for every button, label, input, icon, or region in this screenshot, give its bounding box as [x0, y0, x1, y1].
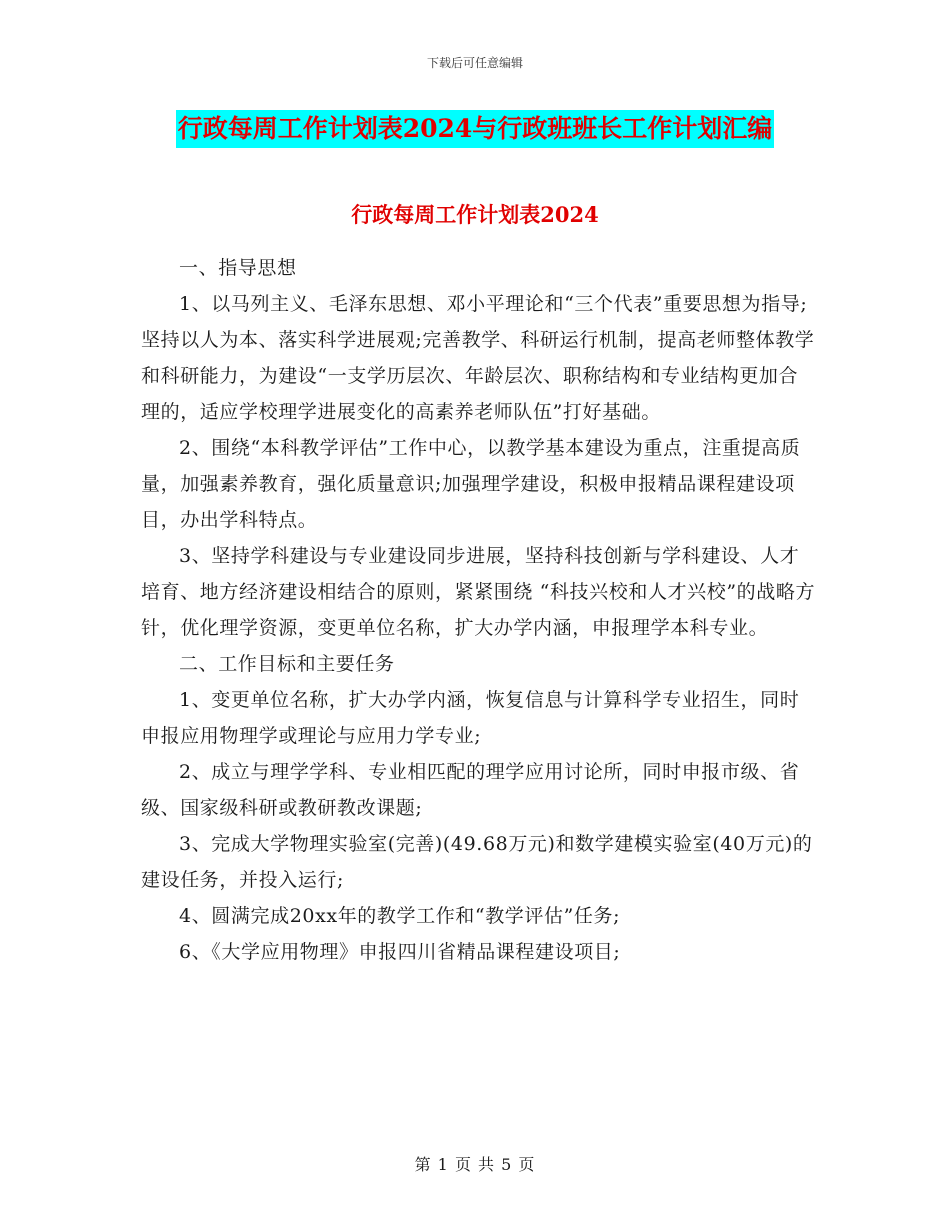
sub-title: 行政每周工作计划表2024 [351, 202, 599, 227]
document-body [141, 222, 817, 970]
paragraph: 3、完成大学物理实验室(完善)(49.68万元)和数学建模实验室(40万元)的建设任务，并投入运行; [141, 833, 813, 891]
section-heading-goals-tasks: 二、工作目标和主要任务 [179, 653, 395, 675]
header-note: 下载后可任意编辑 [426, 56, 523, 70]
paragraph: 3、坚持学科建设与专业建设同步进展，坚持科技创新与学科建设、人才培育、地方经济建设相结合的原则，紧紧围绕 “科技兴校和人才兴校”的战略方针，优化理学资源，变更单位名称，扩大办学内涵，申报理学本科专业。 [141, 545, 816, 639]
paragraph: 6、《大学应用物理》申报四川省精品课程建设项目; [179, 941, 621, 963]
paragraph: 1、变更单位名称，扩大办学内涵，恢复信息与计算科学专业招生，同时申报应用物理学或理论与应用力学专业; [141, 689, 800, 747]
main-title-wrap [0, 110, 950, 148]
paragraph: 4、圆满完成20xx年的教学工作和“教学评估”任务; [179, 905, 621, 927]
page-number: 第 1 页 共 5 页 [414, 1155, 536, 1174]
paragraph: 2、围绕“本科教学评估”工作中心，以教学基本建设为重点，注重提高质量，加强素养教育，强化质量意识;加强理学建设，积极申报精品课程建设项目，办出学科特点。 [141, 437, 801, 531]
section-heading-guiding-ideology: 一、指导思想 [179, 257, 297, 279]
paragraph: 2、成立与理学学科、专业相匹配的理学应用讨论所，同时申报市级、省级、国家级科研或教研教改课题; [141, 761, 800, 819]
paragraph: 1、以马列主义、毛泽东思想、邓小平理论和“三个代表”重要思想为指导;坚持以人为本、落实科学进展观;完善教学、科研运行机制，提高老师整体教学和科研能力，为建设“一支学历层次、年龄层次、职称结构和专业结构更加合理的，适应学校理学进展变化的高素养老师队伍”打好基础。 [141, 293, 815, 423]
main-title: 行政每周工作计划表2024与行政班班长工作计划汇编 [176, 110, 775, 148]
